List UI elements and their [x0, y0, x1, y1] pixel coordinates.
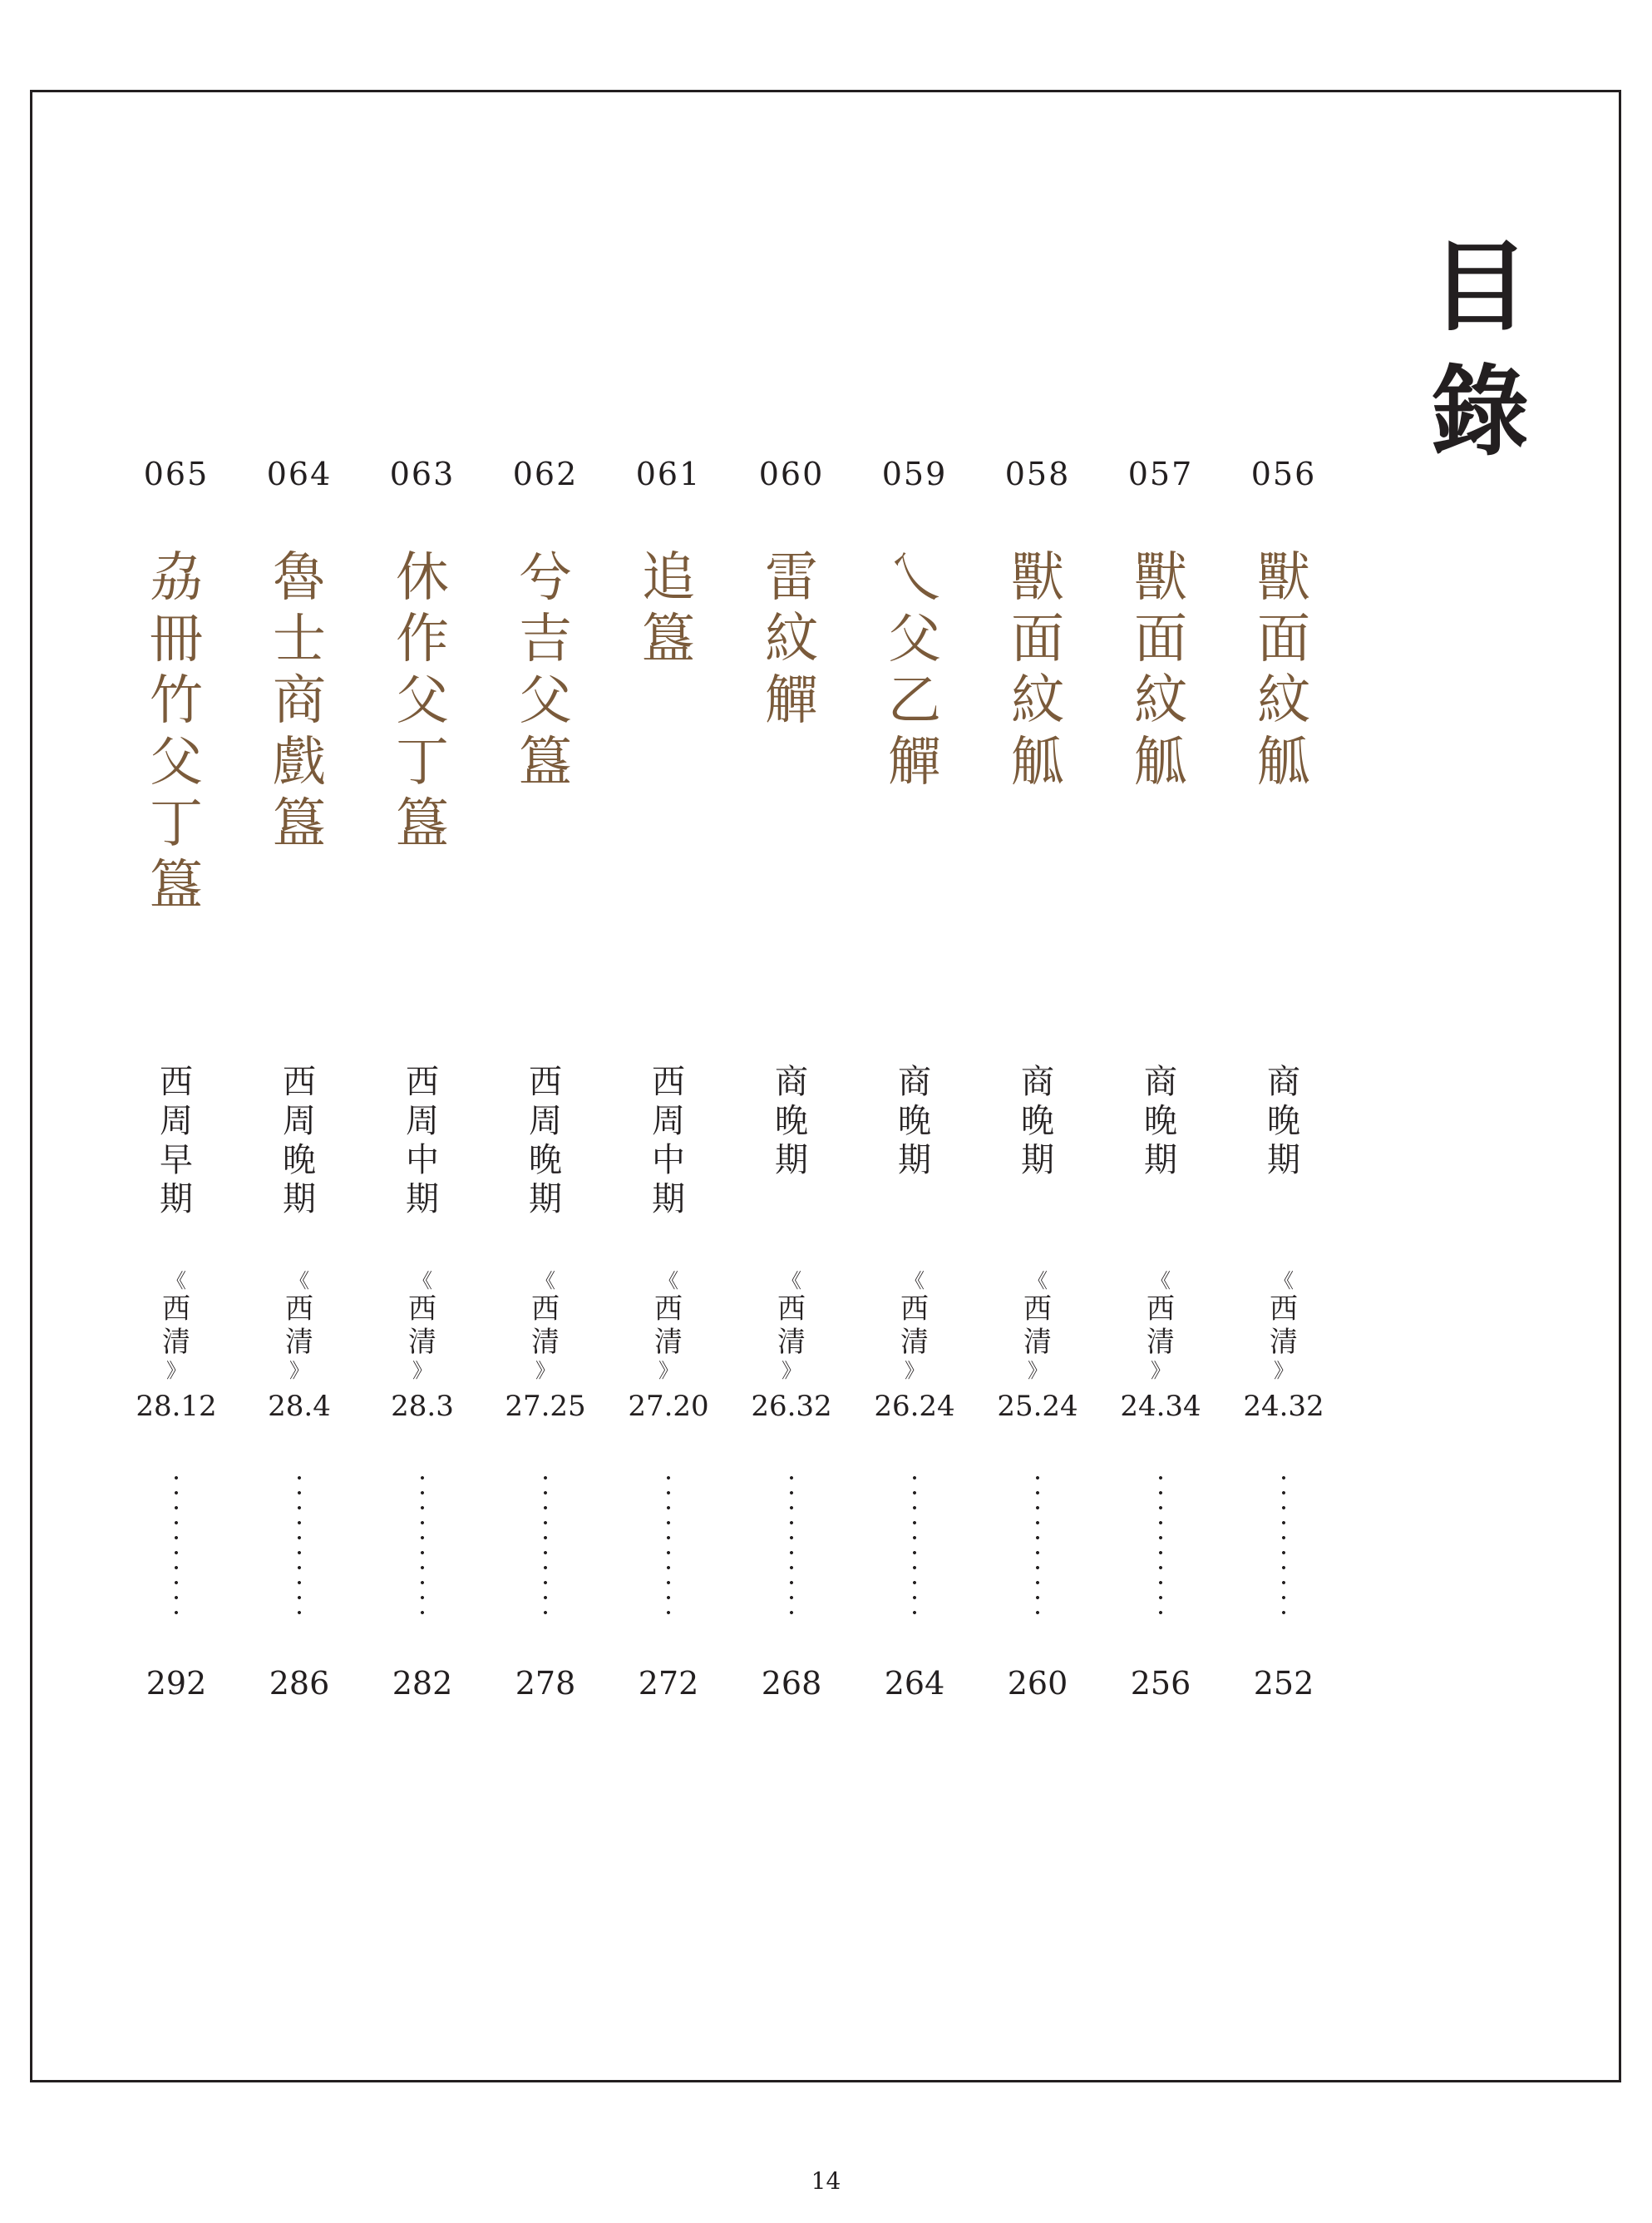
entry-source-char: 清: [408, 1326, 436, 1359]
entry-title-char: 士: [273, 609, 326, 670]
entry-period-char: 期: [1144, 1141, 1177, 1179]
entry-period-char: 期: [283, 1180, 316, 1218]
entry-title-char: 簋: [519, 732, 572, 793]
entry-period-char: 西: [529, 1063, 562, 1101]
entry-number: 061: [635, 456, 702, 492]
entry-period: [406, 1063, 439, 1262]
entry-period-char: 商: [775, 1063, 808, 1101]
entry-period-char: 周: [652, 1102, 685, 1140]
dot-leader: [175, 1470, 178, 1620]
toc-entry[interactable]: [364, 449, 481, 1703]
toc-entry[interactable]: [733, 449, 850, 1703]
entry-title-char: 兮: [519, 547, 572, 609]
entry-title-char: 觶: [765, 670, 818, 732]
entry-reference: 24.34: [1120, 1390, 1201, 1423]
entry-source-char: 》: [166, 1359, 186, 1382]
entry-source-char: 清: [654, 1326, 683, 1359]
entry-title-char: 戲: [273, 732, 326, 793]
entry-reference: 25.24: [997, 1390, 1078, 1423]
entry-period-char: 周: [160, 1102, 193, 1140]
entry-title-char: 丁: [150, 793, 203, 855]
entry-title-char: 觚: [1134, 732, 1187, 793]
dot-leader: [298, 1470, 301, 1620]
entry-source-char: 清: [531, 1326, 560, 1359]
entry-period-char: 商: [1021, 1063, 1054, 1101]
entry-period: [898, 1063, 931, 1262]
entry-number: 057: [1127, 456, 1194, 492]
entry-page-number: 256: [1130, 1665, 1191, 1702]
toc-entry[interactable]: [979, 449, 1096, 1703]
entry-number: 062: [512, 456, 579, 492]
entry-source-char: 》: [1151, 1359, 1171, 1382]
entry-title: [150, 547, 203, 1063]
entry-title: [1134, 547, 1187, 1063]
entry-page-number: 260: [1007, 1665, 1068, 1702]
entry-title: [396, 547, 449, 1063]
entry-number: 063: [389, 456, 456, 492]
entry-title-char: 紋: [765, 609, 818, 670]
entry-title-char: 觶: [888, 732, 941, 793]
dot-leader: [1159, 1470, 1162, 1620]
entry-source-char: 《: [412, 1269, 432, 1292]
toc-entry[interactable]: [118, 449, 234, 1703]
entry-source-char: 西: [531, 1292, 560, 1326]
toc-entry[interactable]: [610, 449, 727, 1703]
entry-title-char: 乙: [888, 670, 941, 732]
entry-title-char: 獸: [1011, 547, 1064, 609]
entry-source-char: 》: [535, 1359, 555, 1382]
entry-page-number: 264: [884, 1665, 945, 1702]
entry-period-char: 期: [160, 1180, 193, 1218]
entry-source-char: 《: [905, 1269, 925, 1292]
dot-leader: [667, 1470, 670, 1620]
entry-period-char: 西: [283, 1063, 316, 1101]
entry-reference: 26.32: [751, 1390, 832, 1423]
entry-title: [519, 547, 572, 1063]
entry-period-char: 早: [160, 1141, 193, 1179]
entry-title-char: 竹: [150, 670, 203, 732]
toc-entry[interactable]: [1102, 449, 1219, 1703]
entry-number: 056: [1250, 456, 1317, 492]
entry-title-char: 雷: [765, 547, 818, 609]
entry-title-char: 父: [519, 670, 572, 732]
entry-source-char: 西: [1023, 1292, 1052, 1326]
entry-source: [408, 1269, 436, 1382]
entry-period-char: 期: [406, 1180, 439, 1218]
entry-source-char: 》: [1028, 1359, 1048, 1382]
entry-title-char: 簋: [273, 793, 326, 855]
entry-title-char: 簋: [150, 855, 203, 916]
entry-source-char: 》: [412, 1359, 432, 1382]
entry-period: [652, 1063, 685, 1262]
entry-source-char: 西: [900, 1292, 929, 1326]
entry-period-char: 西: [652, 1063, 685, 1101]
entry-number: 059: [881, 456, 948, 492]
entry-source-char: 清: [285, 1326, 313, 1359]
entry-source: [531, 1269, 560, 1382]
dot-leader: [1282, 1470, 1285, 1620]
entry-title-char: 父: [888, 609, 941, 670]
entry-title-char: 獸: [1134, 547, 1187, 609]
entry-source-char: 清: [1147, 1326, 1175, 1359]
entry-period-char: 周: [529, 1102, 562, 1140]
entry-period: [775, 1063, 808, 1262]
entry-source-char: 清: [1023, 1326, 1052, 1359]
entry-title-char: 簋: [642, 609, 695, 670]
entry-title-char: 簋: [396, 793, 449, 855]
entry-source-char: 《: [166, 1269, 186, 1292]
entry-source-char: 西: [654, 1292, 683, 1326]
entry-period-char: 西: [406, 1063, 439, 1101]
entry-period-char: 晚: [898, 1102, 931, 1140]
entry-title-char: 紋: [1134, 670, 1187, 732]
entry-source-char: 西: [777, 1292, 806, 1326]
toc-entry[interactable]: [241, 449, 358, 1703]
entry-page-number: 282: [392, 1665, 453, 1702]
entry-period-char: 商: [898, 1063, 931, 1101]
entry-page-number: 252: [1253, 1665, 1314, 1702]
entry-period-char: 晚: [283, 1141, 316, 1179]
entry-source: [285, 1269, 313, 1382]
toc-entry[interactable]: [487, 449, 604, 1703]
dot-leader: [913, 1470, 916, 1620]
entry-title-char: 紋: [1011, 670, 1064, 732]
entry-period: [160, 1063, 193, 1262]
entry-period-char: 中: [652, 1141, 685, 1179]
entry-title-char: 紋: [1257, 670, 1310, 732]
entry-period-char: 期: [775, 1141, 808, 1179]
entry-source-char: 《: [658, 1269, 678, 1292]
entry-source-char: 》: [905, 1359, 925, 1382]
entry-source: [1023, 1269, 1052, 1382]
dot-leader: [421, 1470, 424, 1620]
entry-title-char: 追: [642, 547, 695, 609]
entry-title: [1257, 547, 1310, 1063]
entry-reference: 27.25: [505, 1390, 586, 1423]
entry-reference: 28.12: [136, 1390, 217, 1423]
entry-source: [777, 1269, 806, 1382]
entry-source-char: 》: [289, 1359, 309, 1382]
entry-page-number: 286: [269, 1665, 330, 1702]
entry-source-char: 》: [782, 1359, 801, 1382]
entry-title-char: 面: [1257, 609, 1310, 670]
entry-number: 058: [1004, 456, 1071, 492]
entry-period: [1144, 1063, 1177, 1262]
toc-entry[interactable]: [1225, 449, 1342, 1703]
entry-title-char: 魯: [273, 547, 326, 609]
entry-period-char: 商: [1144, 1063, 1177, 1101]
entry-source-char: 西: [408, 1292, 436, 1326]
entry-title-char: 面: [1134, 609, 1187, 670]
entry-page-number: 278: [515, 1665, 576, 1702]
entry-source-char: 西: [1270, 1292, 1298, 1326]
entry-title-char: 乀: [888, 547, 941, 609]
entry-period-char: 期: [652, 1180, 685, 1218]
entry-title: [888, 547, 941, 1063]
entry-period-char: 晚: [529, 1141, 562, 1179]
entry-reference: 28.4: [268, 1390, 331, 1423]
entry-period: [1021, 1063, 1054, 1262]
entry-period-char: 晚: [1267, 1102, 1300, 1140]
entry-title-char: 休: [396, 547, 449, 609]
entry-period: [283, 1063, 316, 1262]
entry-title-char: 商: [273, 670, 326, 732]
entry-period-char: 期: [1021, 1141, 1054, 1179]
entry-title-char: 獸: [1257, 547, 1310, 609]
entry-period-char: 期: [529, 1180, 562, 1218]
entry-source-char: 《: [1028, 1269, 1048, 1292]
entry-title-char: 丁: [396, 732, 449, 793]
entry-reference: 27.20: [628, 1390, 709, 1423]
entry-period-char: 晚: [1021, 1102, 1054, 1140]
entry-source: [900, 1269, 929, 1382]
entry-source: [1147, 1269, 1175, 1382]
entry-reference: 24.32: [1243, 1390, 1324, 1423]
entry-title-char: 父: [396, 670, 449, 732]
entry-source-char: 《: [1274, 1269, 1294, 1292]
entry-reference: 28.3: [391, 1390, 454, 1423]
page-title: [1413, 225, 1546, 474]
dot-leader: [790, 1470, 793, 1620]
entry-period-char: 期: [898, 1141, 931, 1179]
entry-title-char: 面: [1011, 609, 1064, 670]
entry-period: [529, 1063, 562, 1262]
entry-source-char: 西: [1147, 1292, 1175, 1326]
dot-leader: [544, 1470, 547, 1620]
entry-source-char: 《: [782, 1269, 801, 1292]
entry-period-char: 中: [406, 1141, 439, 1179]
title-char: 目: [1430, 229, 1529, 344]
entry-source-char: 》: [1274, 1359, 1294, 1382]
entry-source: [162, 1269, 190, 1382]
entry-source-char: 西: [162, 1292, 190, 1326]
entry-number: 064: [266, 456, 333, 492]
entry-period-char: 周: [283, 1102, 316, 1140]
entry-title-char: 冊: [150, 609, 203, 670]
dot-leader: [1036, 1470, 1039, 1620]
entry-source-char: 清: [900, 1326, 929, 1359]
entry-period-char: 晚: [775, 1102, 808, 1140]
entry-source-char: 《: [289, 1269, 309, 1292]
entry-title: [765, 547, 818, 1063]
entry-title-char: 父: [150, 732, 203, 793]
entry-number: 065: [143, 456, 210, 492]
entry-title: [273, 547, 326, 1063]
entry-source: [1270, 1269, 1298, 1382]
entry-title-char: 觚: [1011, 732, 1064, 793]
entry-source-char: 《: [1151, 1269, 1171, 1292]
entry-period-char: 商: [1267, 1063, 1300, 1101]
entry-source-char: 清: [162, 1326, 190, 1359]
entry-title-char: 吉: [519, 609, 572, 670]
entry-source: [654, 1269, 683, 1382]
entry-title-char: 作: [396, 609, 449, 670]
title-char: 錄: [1430, 353, 1529, 469]
entry-title: [1011, 547, 1064, 1063]
entry-page-number: 292: [145, 1665, 207, 1702]
entry-title-char: 劦: [150, 547, 203, 609]
entry-page-number: 268: [761, 1665, 822, 1702]
entry-period-char: 晚: [1144, 1102, 1177, 1140]
entry-period: [1267, 1063, 1300, 1262]
entry-source-char: 清: [777, 1326, 806, 1359]
entry-period-char: 周: [406, 1102, 439, 1140]
entry-source-char: 西: [285, 1292, 313, 1326]
entry-title-char: 觚: [1257, 732, 1310, 793]
entry-page-number: 272: [638, 1665, 699, 1702]
entry-source-char: 清: [1270, 1326, 1298, 1359]
toc-entry[interactable]: [856, 449, 973, 1703]
entry-source-char: 《: [535, 1269, 555, 1292]
entry-number: 060: [758, 456, 825, 492]
entry-reference: 26.24: [874, 1390, 955, 1423]
page-number: 14: [811, 2167, 841, 2195]
entry-title: [642, 547, 695, 1063]
entry-period-char: 西: [160, 1063, 193, 1101]
entry-source-char: 》: [658, 1359, 678, 1382]
entry-period-char: 期: [1267, 1141, 1300, 1179]
